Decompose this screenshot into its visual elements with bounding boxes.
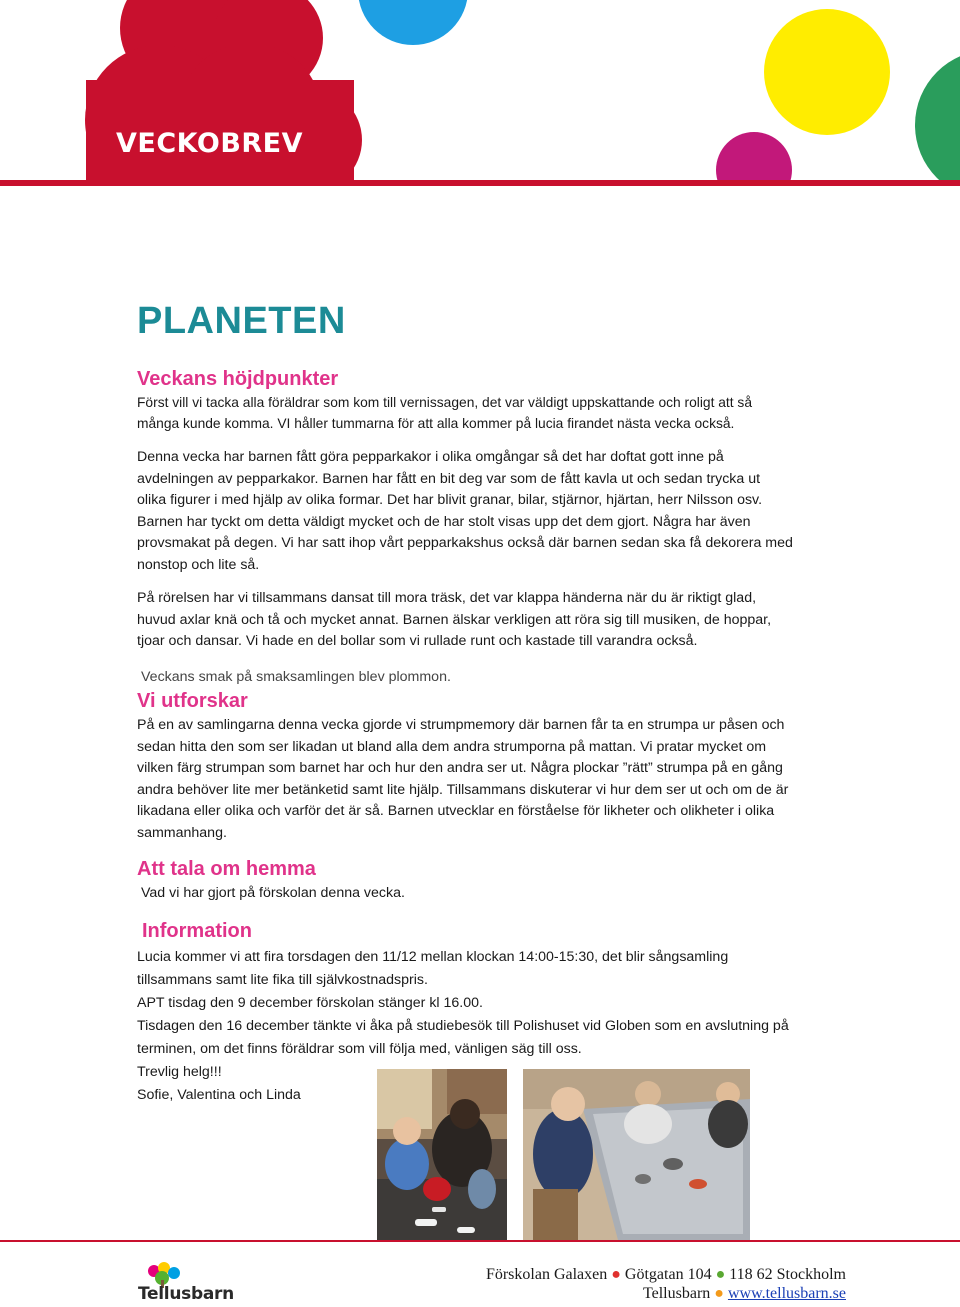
taste-text: Veckans smak på smaksamlingen blev plommon. xyxy=(141,669,451,685)
highlights-movement-paragraph xyxy=(137,588,771,653)
header-artwork xyxy=(0,0,960,192)
text-line: Först vill vi tacka alla föräldrar som kom till vernissagen, det var väldigt uppskattande och roligt att så xyxy=(137,395,752,410)
footer-school: Förskolan Galaxen xyxy=(485,1266,608,1283)
talk-text: Vad vi har gjort på förskolan denna vecka. xyxy=(141,885,405,901)
text-line: Tisdagen den 16 december tänkte vi åka på studiebesök till Polishuset vid Globen som en avslutning på xyxy=(137,1018,789,1034)
bullet-red-icon: ● xyxy=(611,1266,621,1283)
text-line: vilken färg strumpan som barnet har och hur den andra ser ut. Några plockar ”rätt” strumpa på en gång xyxy=(137,760,783,776)
text-line: På rörelsen har vi tillsammans dansat till mora träsk, det var klappa händerna när du är riktigt glad, xyxy=(137,590,757,606)
text-line: olika figurer i med hjälp av olika formar. Det har blivit granar, bilar, stjärnor, hjärtan, herr Nilsson osv. xyxy=(137,492,763,508)
text-line: Barnen har tyckt om detta väldigt mycket och de har stolt visas upp det dem gjort. Några har även xyxy=(137,513,751,530)
children-on-floor-photo xyxy=(377,1069,507,1240)
bullet-orange-icon: ● xyxy=(714,1285,724,1302)
text-line: Trevlig helg!!! xyxy=(137,1064,222,1080)
tellusbarn-logo-text: Tellusbarn xyxy=(138,1284,234,1304)
blue-circle xyxy=(358,0,468,45)
text-line: Denna vecka har barnen fått göra pepparkakor i olika omgångar så det har doftat gott inne på xyxy=(137,449,724,465)
text-line: APT tisdag den 9 december förskolan stänger kl 16.00. xyxy=(137,995,483,1011)
text-line: sedan hitta den som ser likadan ut bland alla dem andra strumporna på mattan. Vi pratar mycket om xyxy=(137,738,767,755)
children-baking-table-photo xyxy=(523,1069,750,1240)
talk-heading: Att tala om hemma xyxy=(137,858,316,880)
text-line: likadana eller olika och varför det är så. Barnen utvecklar en förståelse för likheter och olikheter i olika xyxy=(137,803,775,819)
highlights-baking-paragraph xyxy=(137,447,793,576)
explore-paragraph xyxy=(137,715,788,844)
footer-org: Tellusbarn xyxy=(642,1285,711,1302)
text-line: terminen, om det finns föräldrar som vill följa med, vänligen säg till oss. xyxy=(137,1041,582,1057)
header-title: VECKOBREV xyxy=(116,128,304,159)
text-line: Sofie, Valentina och Linda xyxy=(137,1087,301,1103)
footer-street: Götgatan 104 xyxy=(624,1266,712,1283)
footer-address xyxy=(486,1266,846,1284)
highlights-intro xyxy=(137,392,752,434)
text-line: tjoar och dansar. Vi hade en del bollar som vi rullade runt och kastade till varandra också. xyxy=(137,633,698,649)
highlights-heading: Veckans höjdpunkter xyxy=(137,368,339,390)
yellow-circle xyxy=(764,9,890,135)
footer-web xyxy=(643,1285,846,1303)
text-line: huvud axlar knä och tå och mycket annat. Barnen älskar verkligen att röra sig till musiken, de hoppar, xyxy=(137,611,772,628)
text-line: Lucia kommer vi att fira torsdagen den 11/12 mellan klockan 14:00-15:30, det blir sångsamling xyxy=(137,949,729,965)
footer-city: 118 62 Stockholm xyxy=(729,1266,846,1283)
page-title: PLANETEN xyxy=(137,300,346,342)
text-line: provsmakat på degen. Vi har satt ihop vårt pepparkakshus också där barnen sedan ska få dekorera med xyxy=(137,535,793,551)
bullet-green-icon: ● xyxy=(715,1266,726,1283)
header-red-line xyxy=(0,180,960,186)
footer-divider xyxy=(0,1240,960,1242)
green-circle xyxy=(915,50,960,192)
text-line: tillsammans samt lite fika till självkostnadspris. xyxy=(137,972,428,988)
text-line: På en av samlingarna denna vecka gjorde vi strumpmemory där barnen får ta en strumpa ur påsen och xyxy=(137,717,785,733)
explore-heading: Vi utforskar xyxy=(137,690,248,712)
info-heading: Information xyxy=(142,920,252,942)
text-line: nonstop och lite så. xyxy=(137,556,260,573)
text-line: andra behöver lite mer betänketid samt lite hjälp. Tillsammans diskuterar vi hur dem ser ut och om de är xyxy=(137,781,789,798)
website-link[interactable]: www.tellusbarn.se xyxy=(727,1285,846,1302)
text-line: många kunde komma. VI håller tummarna för att alla kommer på lucia firandet nästa vecka också. xyxy=(137,416,735,431)
red-cloud-shape xyxy=(85,0,362,192)
text-line: avdelningen av pepparkakor. Barnen har fått en bit deg var som de fått kavla ut och sedan trycka ut xyxy=(137,470,761,487)
text-line: sammanhang. xyxy=(137,824,227,841)
